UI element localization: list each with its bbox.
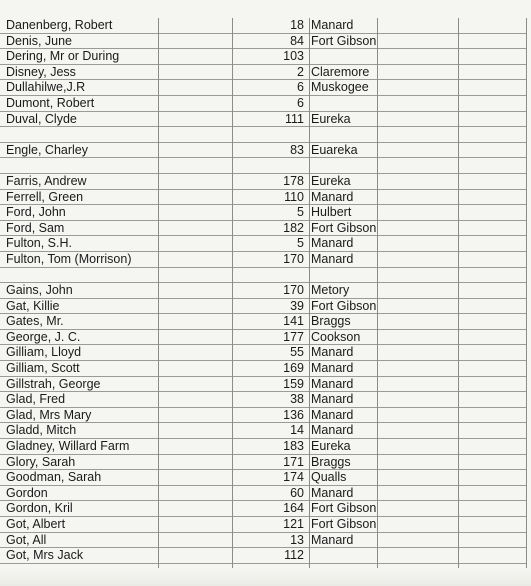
table-row: [0, 501, 527, 517]
place-cell: [310, 49, 450, 64]
column-divider: [232, 18, 233, 572]
page-bottom-margin: [0, 568, 531, 586]
number-cell: [160, 158, 306, 173]
place-cell: Manard: [311, 376, 354, 391]
place-cell: Manard: [311, 189, 354, 204]
number-cell: 159: [283, 376, 304, 391]
place-cell: Muskogee: [311, 80, 369, 95]
number-cell: 5: [297, 205, 304, 220]
name-cell: Disney, Jess: [6, 64, 76, 79]
table-row: [0, 345, 527, 361]
number-cell: 5: [297, 236, 304, 251]
name-cell: Fulton, Tom (Morrison): [6, 251, 132, 266]
number-cell: 174: [283, 470, 304, 485]
place-cell: Eureka: [311, 111, 351, 126]
table-row: [0, 96, 527, 112]
place-cell: Manard: [311, 392, 354, 407]
table-row: [0, 455, 527, 471]
table-row: [0, 49, 527, 65]
name-cell: Glad, Mrs Mary: [6, 407, 92, 422]
table-row: [0, 517, 527, 533]
place-cell: Manard: [311, 407, 354, 422]
number-cell: 169: [283, 361, 304, 376]
number-cell: 182: [283, 220, 304, 235]
place-cell: Cookson: [311, 329, 361, 344]
place-cell: Manard: [311, 18, 354, 32]
name-cell: Dumont, Robert: [6, 95, 95, 110]
number-cell: 14: [290, 423, 304, 438]
name-cell: Gordon, Kril: [6, 501, 73, 516]
table-row: [0, 408, 527, 424]
number-cell: 2: [297, 64, 304, 79]
place-cell: Fort Gibson: [311, 501, 377, 516]
number-cell: 170: [283, 283, 304, 298]
place-cell: Manard: [311, 423, 354, 438]
name-cell: Farris, Andrew: [6, 173, 87, 188]
name-cell: Got, Mrs Jack: [6, 548, 84, 563]
table-row: [0, 330, 527, 346]
name-cell: Gilliam, Lloyd: [6, 345, 82, 360]
number-cell: 60: [290, 485, 304, 500]
table-row: [0, 221, 527, 237]
name-cell: Gilliam, Scott: [6, 361, 80, 376]
table-row: [0, 533, 527, 549]
name-cell: George, J. C.: [6, 329, 81, 344]
number-cell: [160, 127, 306, 142]
place-cell: [310, 96, 450, 111]
column-divider: [377, 18, 378, 572]
table-row: [0, 392, 527, 408]
number-cell: 121: [283, 517, 304, 531]
name-cell: Got, Albert: [6, 517, 66, 531]
number-cell: 13: [290, 532, 304, 547]
name-cell: Danenberg, Robert: [6, 18, 113, 32]
number-cell: 39: [290, 298, 304, 313]
number-cell: 141: [283, 314, 304, 329]
number-cell: 38: [290, 392, 304, 407]
table-row: [0, 127, 527, 143]
table-row: [0, 205, 527, 221]
table-row: [0, 236, 527, 252]
place-cell: Manard: [311, 532, 354, 547]
table-row: [0, 299, 527, 315]
column-divider: [526, 18, 527, 572]
place-cell: Claremore: [311, 64, 370, 79]
place-cell: Braggs: [311, 454, 351, 469]
name-cell: Ford, Sam: [6, 220, 65, 235]
table-row: [0, 18, 527, 34]
table-row: [0, 314, 527, 330]
table-row: [0, 65, 527, 81]
number-cell: 18: [290, 18, 304, 32]
table-row: [0, 283, 527, 299]
name-cell: Goodman, Sarah: [6, 470, 102, 485]
number-cell: 136: [283, 407, 304, 422]
table-row: [0, 423, 527, 439]
place-cell: [310, 158, 450, 173]
place-cell: Euareka: [311, 142, 358, 157]
name-cell: Glory, Sarah: [6, 454, 76, 469]
name-cell: [6, 158, 156, 173]
place-cell: Eureka: [311, 439, 351, 454]
name-cell: [6, 268, 156, 283]
table-row: [0, 112, 527, 128]
name-cell: Got, All: [6, 532, 47, 547]
column-divider: [458, 18, 459, 572]
number-cell: 183: [283, 439, 304, 454]
table-row: [0, 548, 527, 564]
place-cell: Manard: [311, 361, 354, 376]
number-cell: [160, 268, 306, 283]
number-cell: 111: [284, 111, 304, 126]
name-cell: Gains, John: [6, 283, 73, 298]
number-cell: 177: [283, 329, 304, 344]
number-cell: 55: [290, 345, 304, 360]
table-row: [0, 80, 527, 96]
name-cell: Engle, Charley: [6, 142, 88, 157]
name-cell: Gordon: [6, 485, 48, 500]
number-cell: 178: [283, 173, 304, 188]
place-cell: Fort Gibson: [311, 220, 377, 235]
name-cell: Ford, John: [6, 205, 66, 220]
number-cell: 6: [297, 80, 304, 95]
table-row: [0, 190, 527, 206]
column-divider: [309, 18, 310, 572]
name-cell: Denis, June: [6, 33, 73, 48]
name-cell: Gillstrah, George: [6, 376, 101, 391]
name-cell: Fulton, S.H.: [6, 236, 72, 251]
place-cell: Metory: [311, 283, 350, 298]
place-cell: Fort Gibson: [311, 33, 377, 48]
name-cell: Glad, Fred: [6, 392, 66, 407]
name-cell: Duval, Clyde: [6, 111, 77, 126]
place-cell: Manard: [311, 485, 354, 500]
name-cell: Dullahilwe,J.R: [6, 80, 86, 95]
table-row: [0, 377, 527, 393]
name-cell: Gates, Mr.: [6, 314, 64, 329]
number-cell: 103: [283, 49, 304, 64]
place-cell: [310, 127, 450, 142]
table-row: [0, 361, 527, 377]
name-cell: Gladd, Mitch: [6, 423, 77, 438]
roster-table: [0, 18, 527, 564]
place-cell: [310, 268, 450, 283]
table-row: [0, 439, 527, 455]
number-cell: 6: [297, 95, 304, 110]
table-row: [0, 174, 527, 190]
table-row: [0, 268, 527, 284]
place-cell: Fort Gibson: [311, 517, 377, 531]
name-cell: Gat, Killie: [6, 298, 60, 313]
place-cell: [310, 548, 450, 563]
table-row: [0, 252, 527, 268]
table-row: [0, 158, 527, 174]
table-row: [0, 143, 527, 159]
name-cell: [6, 127, 156, 142]
number-cell: 164: [283, 501, 304, 516]
number-cell: 110: [284, 189, 304, 204]
number-cell: 112: [284, 548, 304, 563]
table-row: [0, 486, 527, 502]
place-cell: Fort Gibson: [311, 298, 377, 313]
number-cell: 83: [290, 142, 304, 157]
table-row: [0, 470, 527, 486]
name-cell: Ferrell, Green: [6, 189, 84, 204]
place-cell: Hulbert: [311, 205, 352, 220]
place-cell: Braggs: [311, 314, 351, 329]
place-cell: Manard: [311, 236, 354, 251]
column-divider: [158, 18, 159, 572]
number-cell: 84: [290, 33, 304, 48]
place-cell: Manard: [311, 345, 354, 360]
place-cell: Manard: [311, 251, 354, 266]
place-cell: Qualls: [311, 470, 347, 485]
name-cell: Dering, Mr or During: [6, 49, 120, 64]
name-cell: Gladney, Willard Farm: [6, 439, 130, 454]
place-cell: Eureka: [311, 173, 351, 188]
table-row: [0, 34, 527, 50]
number-cell: 170: [283, 251, 304, 266]
number-cell: 171: [283, 454, 304, 469]
